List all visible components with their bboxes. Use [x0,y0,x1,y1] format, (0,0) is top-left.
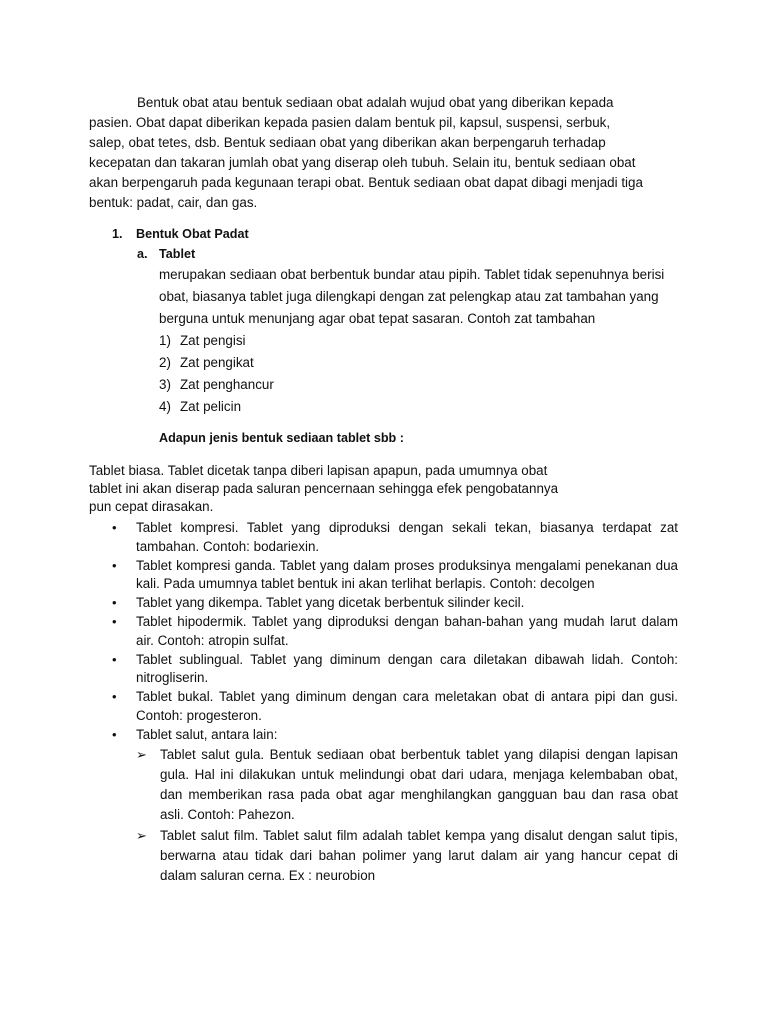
list-item [112,594,678,613]
list-item [159,374,274,396]
list-item [159,330,274,352]
list-text: Zat pengikat [180,355,254,370]
bullet-icon: • [112,651,117,667]
list-item [112,613,678,650]
list-item [112,688,678,725]
list-item [159,352,274,374]
list-number: 2) [159,355,171,370]
list-item [112,557,678,594]
bullet-icon: • [112,520,117,535]
tablet-types-list [112,519,678,887]
bullet-icon: • [112,689,117,704]
list-text: Tablet hipodermik. Tablet yang diproduksi dengan bahan-bahan yang mudah larut dalam air. Contoh: atropin sulfat. [136,614,678,648]
sub-list-text: Tablet salut gula. Bentuk sediaan obat berbentuk tablet yang dilapisi dengan lapisan gula. Hal ini dilakukan untuk melindungi obat dari udara, menjaga kelembaban obat, dan memberikan rasa pada obat agar menghilangkan gangguan bau dan rasa obat asli. Contoh: Pahezon. [160,747,678,822]
list-number: 3) [159,377,171,392]
arrow-icon: ➢ [136,828,147,843]
jenis-tablet-heading: Adapun jenis bentuk sediaan tablet sbb : [159,431,404,445]
bullet-icon: • [112,595,117,610]
list-text: Tablet kompresi ganda. Tablet yang dalam proses produksinya mengalami penekanan dua kali. Pada umumnya tablet bentuk ini akan terlihat berlapis. Contoh: decolgen [136,557,678,591]
intro-text: Bentuk obat atau bentuk sediaan obat adalah wujud obat yang diberikan kepada pasien. Obat dapat diberikan kepada pasien dalam bentuk pil, kapsul, suspensi, serbuk, salep, obat tetes, dsb. Bentuk sediaan obat yang diberikan akan berpengaruh terhadap kecepatan dan takaran jumlah obat yang diserap oleh tubuh. Selain itu, bentuk sediaan obat akan berpengaruh pada kegunaan terapi obat. Bentuk sediaan obat dapat dibagi menjadi tiga bentuk: padat, cair, dan gas. [89,95,643,210]
list-text: Zat pelicin [180,399,242,414]
list-text: Tablet bukal. Tablet yang diminum dengan cara meletakan obat di antara pipi dan gusi. Contoh: progesteron. [136,689,678,723]
bullet-icon: • [112,557,117,573]
sub-list-item [136,745,678,825]
sub-list-item [136,826,678,886]
list-item [112,726,678,887]
subsection-title: Tablet [159,247,196,261]
section-title: Bentuk Obat Padat [136,227,249,241]
list-text: Zat penghancur [180,377,274,392]
list-text: Tablet yang dikempa. Tablet yang dicetak berbentuk silinder kecil. [136,595,525,610]
bullet-icon: • [112,614,117,629]
subsection-heading-a [137,244,195,264]
arrow-icon: ➢ [136,747,147,762]
list-text: Zat pengisi [180,333,246,348]
tablet-description: merupakan sediaan obat berbentuk bundar atau pipih. Tablet tidak sepenuhnya berisi obat, biasanya tablet juga dilengkapi dengan zat pelengkap atau zat tambahan yang berguna untuk menunjang agar obat tepat sasaran. Contoh zat tambahan [159,267,665,326]
zat-list [159,330,274,418]
list-text: Tablet kompresi. Tablet yang diproduksi dengan sekali tekan, biasanya terdapat zat tambahan. Contoh: bodariexin. [136,520,678,554]
list-number: 1) [159,333,171,348]
bullet-icon: • [112,726,117,742]
list-number: 4) [159,399,171,414]
subsection-letter: a. [137,247,148,261]
list-item [112,651,678,688]
list-item [159,396,274,418]
list-item [112,519,678,556]
tablet-biasa-paragraph: Tablet biasa. Tablet dicetak tanpa diberi lapisan apapun, pada umumnya obat tablet ini akan diserap pada saluran pencernaan sehingga efek pengobatannya pun cepat dirasakan. [89,463,559,514]
sub-list-text: Tablet salut film. Tablet salut film adalah tablet kempa yang disalut dengan salut tipis, berwarna atau tidak dari bahan polimer yang larut dalam air yang hancur cepat di dalam saluran cerna. Ex : neurobion [160,828,678,883]
section-number: 1. [112,227,123,241]
list-text: Tablet sublingual. Tablet yang diminum dengan cara diletakan dibawah lidah. Contoh: nitrogliserin. [136,651,678,685]
list-text: Tablet salut, antara lain: [136,726,278,742]
section-heading-1 [112,224,249,244]
intro-paragraph [89,93,649,213]
